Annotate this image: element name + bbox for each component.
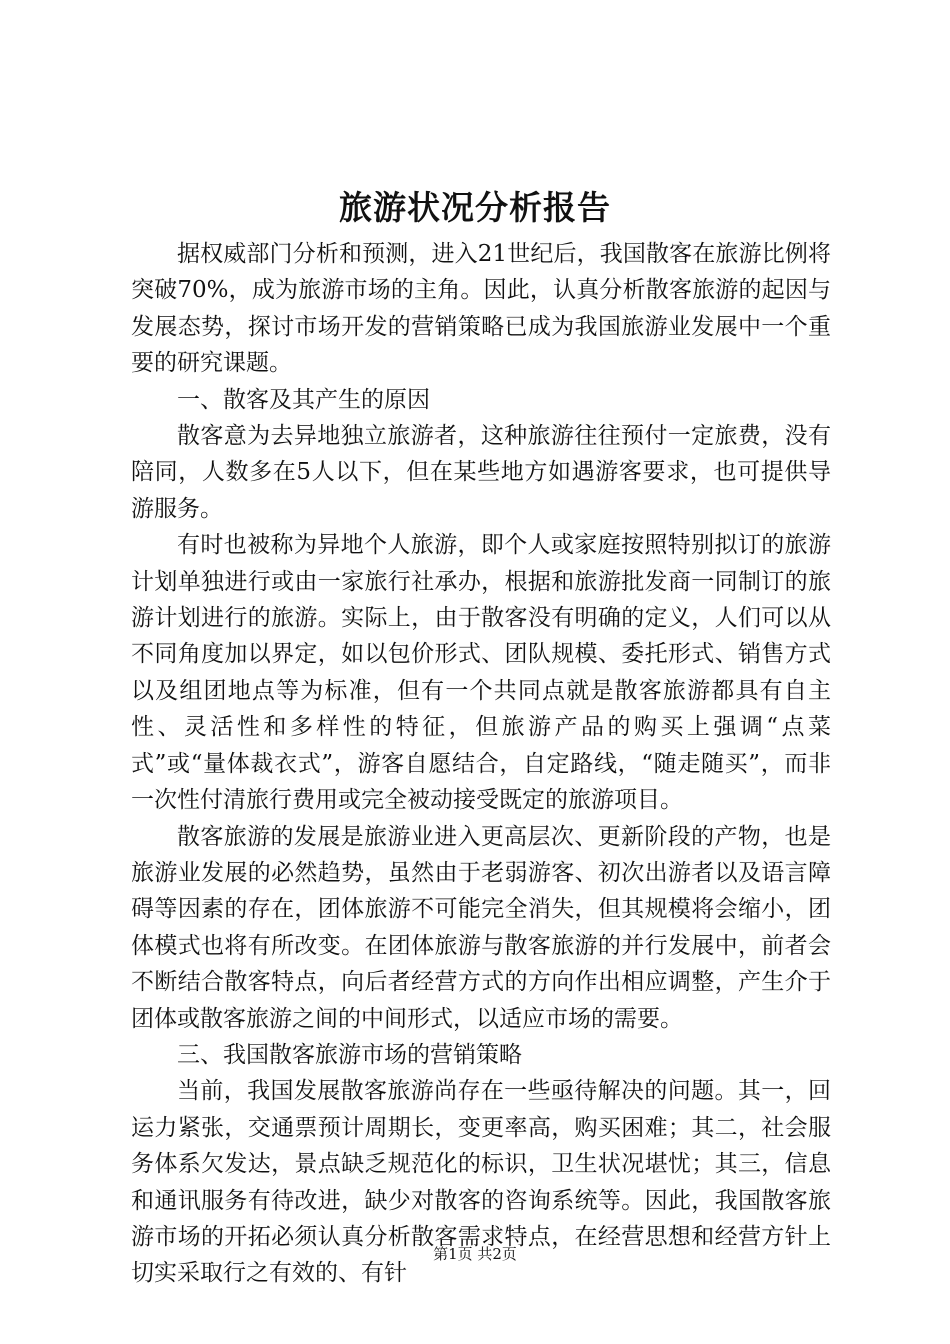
- paragraph-development: 散客旅游的发展是旅游业进入更高层次、更新阶段的产物，也是旅游业发展的必然趋势，虽然由于老弱游客、初次出游者以及语言障碍等因素的存在，团体旅游不可能完全消失，但其规模将会缩小，团体模式也将有所改变。在团体旅游与散客旅游的并行发展中，前者会不断结合散客特点，向后者经营方式的方向作出相应调整，产生介于团体或散客旅游之间的中间形式，以适应市场的需要。: [131, 823, 831, 1032]
- document-title: 旅游状况分析报告: [339, 188, 611, 227]
- page-footer: 第1页 共2页: [433, 1245, 517, 1263]
- section-heading-1: 一、散客及其产生的原因: [177, 386, 430, 413]
- document-body: [131, 236, 831, 1292]
- section-heading-3: 三、我国散客旅游市场的营销策略: [177, 1041, 522, 1068]
- paragraph-intro: 据权威部门分析和预测，进入21世纪后，我国散客在旅游比例将突破70%，成为旅游市场的主角。因此，认真分析散客旅游的起因与发展态势，探讨市场开发的营销策略已成为我国旅游业发展中一个重要的研究课题。: [131, 241, 831, 377]
- paragraph-marketing: 当前，我国发展散客旅游尚存在一些亟待解决的问题。其一，回运力紧张，交通票预计周期长，变更率高，购买困难；其二，社会服务体系欠发达，景点缺乏规范化的标识，卫生状况堪忧；其三，信息和通讯服务有待改进，缺少对散客的咨询系统等。因此，我国散客旅游市场的开拓必须认真分析散客需求特点，在经营思想和经营方针上切实采取行之有效的、有针: [131, 1078, 831, 1287]
- paragraph-individual-travel: 有时也被称为异地个人旅游，即个人或家庭按照特别拟订的旅游计划单独进行或由一家旅行社承办，根据和旅游批发商一同制订的旅游计划进行的旅游。实际上，由于散客没有明确的定义，人们可以从不同角度加以界定，如以包价形式、团队规模、委托形式、销售方式以及组团地点等为标准，但有一个共同点就是散客旅游都具有自主性、灵活性和多样性的特征，但旅游产品的购买上强调“点菜式”或“量体裁衣式”，游客自愿结合，自定路线，“随走随买”，而非一次性付清旅行费用或完全被动接受既定的旅游项目。: [131, 532, 831, 814]
- paragraph-definition: 散客意为去异地独立旅游者，这种旅游往往预付一定旅费，没有陪同，人数多在5人以下，但在某些地方如遇游客要求，也可提供导游服务。: [131, 423, 831, 522]
